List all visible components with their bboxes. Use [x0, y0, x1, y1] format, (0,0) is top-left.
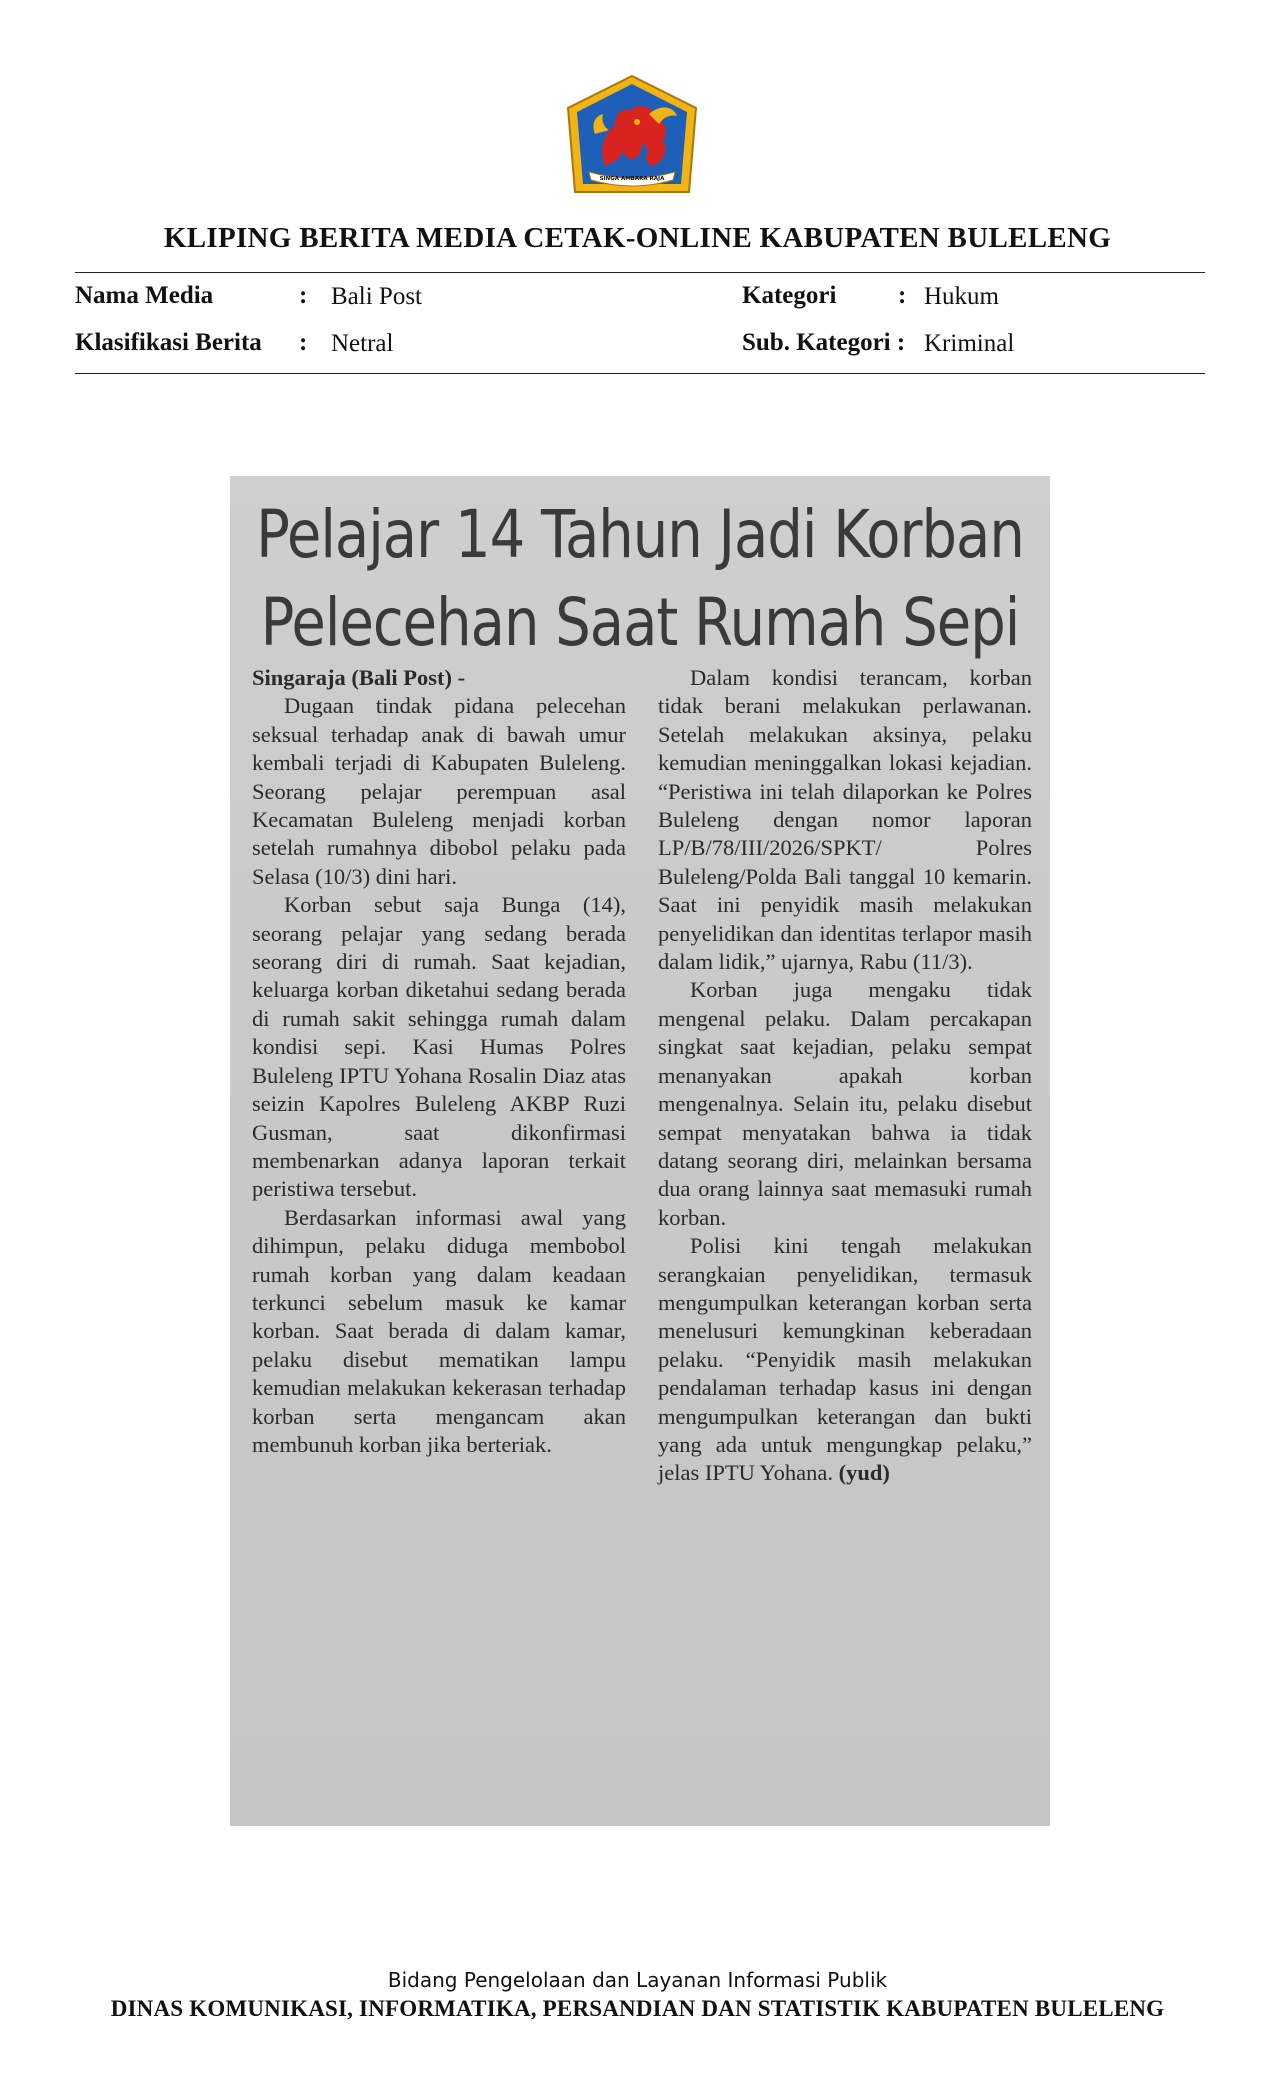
article-paragraph: Berdasarkan informasi awal yang dihimpun, pelaku diduga membobol rumah korban yang dalam keadaan terkunci sebelum masuk ke kamar korban. Saat berada di dalam kamar, pelaku disebut mematikan lampu kemudian melakukan kekerasan terhadap korban serta mengancam akan membunuh korban jika berteriak. [252, 1204, 626, 1457]
dateline: Singaraja (Bali Post) - [252, 665, 466, 690]
reporter-signature: (yud) [838, 1460, 890, 1486]
article-paragraph: Korban juga mengaku tidak mengenal pelaku. Dalam percakapan singkat saat kejadian, pelaku sempat menanyakan apakah korban mengenalnya. Selain itu, pelaku disebut sempat menyatakan bahwa ia tidak datang seorang diri, melainkan bersama dua orang lainnya saat memasuki rumah korban. [658, 977, 1032, 1230]
article-paragraph [658, 1232, 1032, 1488]
article-paragraph-text: Polisi kini tengah melakukan serangkaian penyelidikan, termasuk mengumpulkan keterangan korban serta menelusuri kemungkinan keberadaan pelaku. “Penyidik masih melakukan pendalaman terhadap kasus ini dengan mengumpulkan keterangan dan bukti yang ada untuk mengungkap pelaku,” jelas IPTU Yohana. [658, 1233, 1032, 1486]
logo-motto: SINGA AMBARA RAJA [599, 176, 665, 182]
newspaper-clipping [230, 476, 1050, 1826]
lion-emblem-icon [565, 74, 699, 198]
regency-logo [565, 74, 699, 198]
kategori-label: Kategori [742, 282, 837, 309]
klasifikasi-value: Netral [331, 330, 394, 357]
article-paragraph [252, 664, 626, 692]
nama-media-label: Nama Media [75, 282, 214, 309]
sub-kategori-value: Kriminal [924, 330, 1015, 357]
article-column-left [252, 664, 626, 1459]
article-column-right [658, 664, 1032, 1488]
kategori-colon: : [898, 282, 907, 309]
footer-department: Bidang Pengelolaan dan Layanan Informasi Publik [387, 1968, 888, 1992]
sub-kategori-label: Sub. Kategori : [742, 329, 906, 356]
kategori-value: Hukum [924, 283, 999, 310]
klasifikasi-label: Klasifikasi Berita [75, 329, 262, 356]
headline-line-1: Pelajar 14 Tahun Jadi Korban [256, 496, 1024, 574]
article-paragraph: Dugaan tindak pidana pelecehan seksual terhadap anak di bawah umur kembali terjadi di Kabupaten Buleleng. Seorang pelajar perempuan asal Kecamatan Buleleng menjadi korban setelah rumahnya dibobol pelaku pada Selasa (10/3) dini hari. [252, 693, 626, 889]
article-paragraph: Dalam kondisi terancam, korban tidak berani melakukan perlawanan. Setelah melakukan aksinya, pelaku kemudian meninggalkan lokasi kejadian. “Peristiwa ini telah dilaporkan ke Polres Buleleng dengan nomor laporan LP/B/78/III/2026/SPKT/ Polres Buleleng/Polda Bali tanggal 10 kemarin. Saat ini penyidik masih melakukan penyelidikan dan identitas terlapor masih dalam lidik,” ujarnya, Rabu (11/3). [658, 665, 1032, 975]
article-paragraph: Korban sebut saja Bunga (14), seorang pelajar yang sedang berada seorang diri di rumah. Saat kejadian, keluarga korban diketahui sedang berada di rumah sakit sehingga rumah dalam kondisi sepi. Kasi Humas Polres Buleleng IPTU Yohana Rosalin Diaz atas seizin Kapolres Buleleng AKBP Ruzi Gusman, saat dikonfirmasi membenarkan adanya laporan terkait peristiwa tersebut. [252, 892, 626, 1202]
footer-agency: DINAS KOMUNIKASI, INFORMATIKA, PERSANDIAN DAN STATISTIK KABUPATEN BULELENG [110, 1996, 1165, 2021]
nama-media-colon: : [299, 282, 308, 309]
top-divider [75, 272, 1205, 273]
klasifikasi-colon: : [299, 329, 308, 356]
bottom-divider [75, 373, 1205, 374]
nama-media-value: Bali Post [331, 283, 422, 310]
document-title: KLIPING BERITA MEDIA CETAK-ONLINE KABUPATEN BULELENG [163, 222, 1112, 254]
headline-line-2: Pelecehan Saat Rumah Sepi [260, 584, 1020, 662]
